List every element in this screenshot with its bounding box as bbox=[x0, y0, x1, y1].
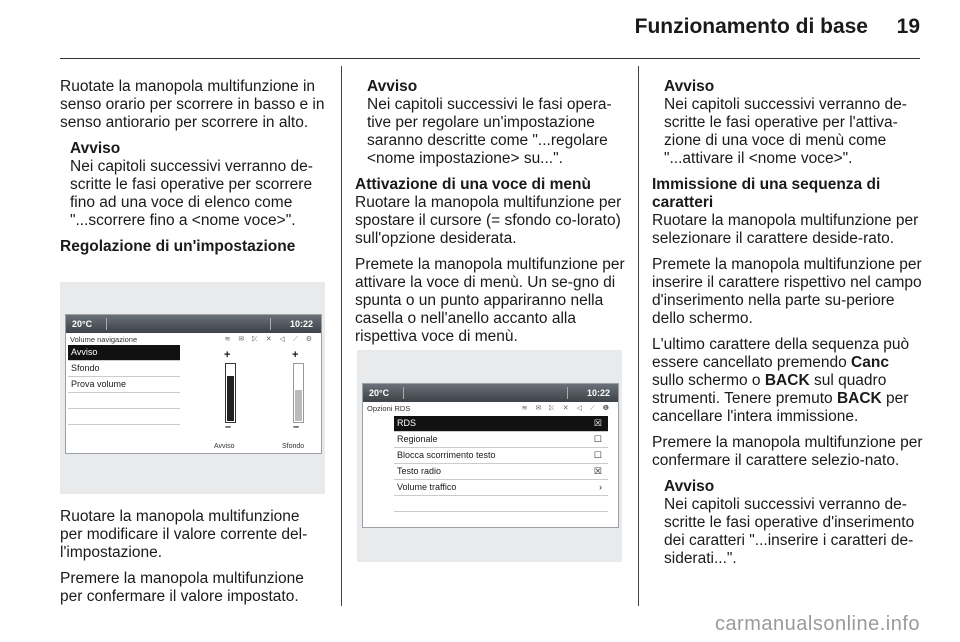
menu-list bbox=[394, 416, 608, 512]
menu-item-volume-traffico[interactable] bbox=[394, 480, 608, 496]
slider-fill bbox=[295, 390, 302, 421]
column-1-lower bbox=[60, 508, 325, 614]
slider-track bbox=[225, 363, 236, 423]
screen-image-volume bbox=[60, 282, 325, 494]
checkbox-empty-icon: ☐ bbox=[593, 434, 602, 444]
paragraph: Premere la manopola multifunzione per confermare il carattere selezio-nato. bbox=[652, 434, 923, 469]
note-box bbox=[664, 478, 924, 568]
minus-icon: – bbox=[225, 421, 232, 433]
slider-fill bbox=[227, 376, 234, 421]
note-text: Nei capitoli successivi verranno de-scritte le fasi operative d'inserimento dei caratteri "...inserire i caratteri de-siderati...". bbox=[664, 496, 915, 567]
section-heading: Immissione di una sequenza di caratteri bbox=[652, 176, 881, 211]
section-heading: Attivazione di una voce di menù bbox=[355, 176, 591, 193]
paragraph: Premete la manopola multifunzione per attivare la voce di menù. Un se-gno di spunta o un punto appariranno nella casella o nell'anello accanto alla rispettiva voce di menù. bbox=[355, 256, 625, 345]
paragraph: Premere la manopola multifunzione per confermare il valore impostato. bbox=[60, 570, 304, 605]
note-text: Nei capitoli successivi le fasi opera-tive per regolare un'impostazione saranno descritte come "...regolare <nome impostazione> su...". bbox=[367, 96, 612, 167]
plus-icon: + bbox=[224, 349, 231, 361]
column-2 bbox=[355, 78, 625, 354]
note-title: Avviso bbox=[367, 78, 418, 95]
screen-title-row bbox=[363, 402, 618, 416]
note-title: Avviso bbox=[664, 78, 715, 95]
paragraph: Premete la manopola multifunzione per inserire il carattere rispettivo nel campo d'inserimento nella parte su-periore dello schermo. bbox=[652, 256, 922, 327]
paragraph: Ruotare la manopola multifunzione per modificare il valore corrente del-l'impostazione. bbox=[60, 508, 308, 561]
note-title: Avviso bbox=[70, 140, 121, 157]
menu-item-rds[interactable] bbox=[394, 416, 608, 432]
plus-icon: + bbox=[292, 349, 299, 361]
column-1 bbox=[60, 78, 325, 256]
checkbox-checked-icon: ☒ bbox=[593, 466, 602, 476]
clock: 10:22 bbox=[586, 388, 610, 398]
temperature: 20°C bbox=[369, 388, 390, 398]
volume-slider-avviso[interactable] bbox=[220, 351, 240, 433]
softkey-sfondo[interactable]: Sfondo bbox=[282, 443, 305, 450]
menu-item-avviso[interactable]: Avviso bbox=[68, 345, 180, 361]
page-header bbox=[0, 0, 960, 60]
chevron-right-icon: › bbox=[599, 482, 602, 492]
note-box bbox=[367, 78, 625, 168]
menu-item-blocca-scorrimento[interactable] bbox=[394, 448, 608, 464]
header-divider bbox=[60, 58, 920, 59]
status-icons: ≋ ✉ ⤪ ✕ ◁ ⟋ ❶ bbox=[521, 405, 612, 412]
menu-item-label: Blocca scorrimento testo bbox=[397, 450, 496, 460]
page-number: 19 bbox=[896, 15, 920, 38]
section-heading: Regolazione di un'impostazione bbox=[60, 238, 296, 255]
paragraph bbox=[652, 336, 924, 426]
note-box bbox=[664, 78, 924, 168]
softkey-avviso[interactable]: Avviso bbox=[214, 443, 235, 450]
menu-item-testo-radio[interactable] bbox=[394, 464, 608, 480]
text-run: per cancellare l'intera immissione. bbox=[652, 390, 909, 425]
screen-title: Volume navigazione bbox=[70, 335, 138, 344]
watermark: carmanualsonline.info bbox=[714, 613, 920, 635]
infotainment-screen bbox=[65, 314, 322, 454]
menu-item-label: Regionale bbox=[397, 434, 438, 444]
infotainment-screen bbox=[362, 383, 619, 528]
menu-list bbox=[68, 345, 180, 425]
menu-item-empty bbox=[394, 496, 608, 512]
menu-item-label: Volume traffico bbox=[397, 482, 457, 492]
slider-track bbox=[293, 363, 304, 423]
column-divider-1 bbox=[341, 66, 342, 606]
note-text: Nei capitoli successivi verranno de-scritte le fasi operative per l'attiva-zione di una voce di menù come "...attivare il <nome voce>". bbox=[664, 96, 907, 167]
text-run: sul quadro strumenti. Tenere premuto bbox=[652, 372, 887, 407]
note-box bbox=[70, 140, 325, 230]
menu-item-label: RDS bbox=[397, 418, 417, 428]
key-label-back: BACK bbox=[764, 372, 810, 389]
text-run: L'ultimo carattere della sequenza può essere cancellato premendo bbox=[652, 336, 910, 371]
status-icons: ≋ ✉ ⤪ ✕ ◁ ⟋ ⚙ bbox=[224, 336, 315, 343]
status-bar bbox=[66, 315, 321, 333]
key-label-back: BACK bbox=[836, 390, 882, 407]
note-text: Nei capitoli successivi verranno de-scritte le fasi operative per scorrere fino ad una voce di elenco come "...scorrere fino a <nome voce>". bbox=[70, 158, 313, 229]
paragraph: Ruotate la manopola multifunzione in senso orario per scorrere in basso e in senso antiorario per scorrere in alto. bbox=[60, 78, 325, 131]
menu-item-label: Testo radio bbox=[397, 466, 442, 476]
menu-item-empty bbox=[68, 409, 180, 425]
volume-slider-sfondo[interactable] bbox=[288, 351, 308, 433]
paragraph: Ruotare la manopola multifunzione per selezionare il carattere deside-rato. bbox=[652, 212, 919, 247]
screen-image-rds bbox=[357, 350, 622, 562]
column-3 bbox=[652, 78, 924, 576]
temperature: 20°C bbox=[72, 319, 93, 329]
menu-item-sfondo[interactable]: Sfondo bbox=[68, 361, 180, 377]
note-title: Avviso bbox=[664, 478, 715, 495]
paragraph: Ruotare la manopola multifunzione per spostare il cursore (= sfondo co-lorato) sull'opzione desiderata. bbox=[355, 194, 622, 247]
column-divider-2 bbox=[638, 66, 639, 606]
minus-icon: – bbox=[293, 421, 300, 433]
text-run: sullo schermo o bbox=[652, 372, 765, 389]
page-title: Funzionamento di base bbox=[634, 15, 868, 38]
checkbox-checked-icon: ☒ bbox=[593, 418, 602, 428]
menu-item-prova-volume[interactable]: Prova volume bbox=[68, 377, 180, 393]
clock: 10:22 bbox=[289, 319, 313, 329]
status-bar bbox=[363, 384, 618, 402]
screen-title: Opzioni RDS bbox=[367, 404, 411, 413]
menu-item-empty bbox=[68, 393, 180, 409]
checkbox-empty-icon: ☐ bbox=[593, 450, 602, 460]
key-label-canc: Canc bbox=[851, 354, 889, 371]
menu-item-regionale[interactable] bbox=[394, 432, 608, 448]
